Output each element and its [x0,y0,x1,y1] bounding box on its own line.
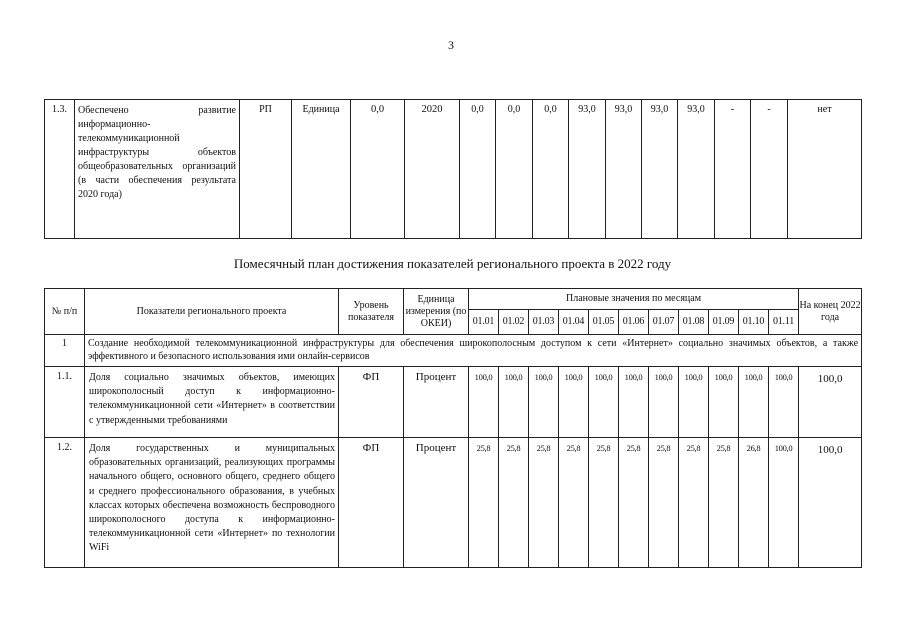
year-end-value: 100,0 [799,367,862,438]
month-header: 01.08 [679,310,709,335]
indicator-unit: Единица [292,100,351,239]
month-value: 25,8 [649,438,679,568]
month-value: 100,0 [469,367,499,438]
month-header: 01.09 [709,310,739,335]
result-cell: нет [788,100,862,239]
header-unit: Единица измерения (по ОКЕИ) [404,289,469,335]
table-row [45,367,862,438]
value-cell: 93,0 [606,100,642,239]
month-value: 100,0 [649,367,679,438]
month-header: 01.05 [589,310,619,335]
value-cell: 93,0 [642,100,678,239]
indicator-name: Обеспечено развитие информационно-телекоммуникационной инфраструктуры объектов общеобразовательных организаций (в части обеспечения результата 2020 года) [75,100,240,239]
header-num: № п/п [45,289,85,335]
base-value: 0,0 [351,100,405,239]
month-value: 26,8 [739,438,769,568]
month-value: 25,8 [499,438,529,568]
month-value: 100,0 [709,367,739,438]
base-year: 2020 [405,100,460,239]
month-header: 01.11 [769,310,799,335]
month-value: 25,8 [559,438,589,568]
table-heading: Помесячный план достижения показателей регионального проекта в 2022 году [233,256,672,271]
value-cell: 93,0 [569,100,606,239]
section-title: Создание необходимой телекоммуникационной инфраструктуры для обеспечения широкополосным доступом к сети «Интернет» социально значимых объектов, а также эффективного и безопасного использования ими онлайн-сервисов [85,335,862,367]
month-value: 100,0 [739,367,769,438]
month-header: 01.04 [559,310,589,335]
table-row [45,100,862,239]
month-header: 01.02 [499,310,529,335]
row-number: 1.3. [45,100,75,239]
value-cell: 93,0 [678,100,715,239]
month-header: 01.07 [649,310,679,335]
table-row [45,438,862,568]
month-value: 100,0 [619,367,649,438]
section-row [45,335,862,367]
monthly-plan-table [44,288,862,568]
page-number: 3 [448,38,454,52]
indicator-name: Доля государственных и муниципальных образовательных организаций, реализующих программы начального общего, основного общего, среднего общего и среднего профессионального образования, в учебных классах которых обеспечена возможность беспроводного широкополосного доступа к информационно-телекоммуникационной сети «Интернет» по технологии WiFi [85,438,339,568]
indicator-level: ФП [339,367,404,438]
indicator-unit: Процент [404,367,469,438]
indicator-level: РП [240,100,292,239]
header-indicators: Показатели регионального проекта [85,289,339,335]
indicator-level: ФП [339,438,404,568]
section-number: 1 [45,335,85,367]
value-cell: 0,0 [460,100,496,239]
row-number: 1.2. [45,438,85,568]
month-header: 01.06 [619,310,649,335]
header-end: На конец 2022 года [799,289,862,335]
month-value: 100,0 [499,367,529,438]
header-plan: Плановые значения по месяцам [469,289,799,310]
month-header: 01.10 [739,310,769,335]
header-row [45,289,862,310]
month-value: 100,0 [679,367,709,438]
month-header: 01.03 [529,310,559,335]
month-value: 25,8 [709,438,739,568]
month-header: 01.01 [469,310,499,335]
month-value: 100,0 [769,367,799,438]
month-value: 25,8 [589,438,619,568]
month-value: 25,8 [529,438,559,568]
month-value: 25,8 [469,438,499,568]
indicator-unit: Процент [404,438,469,568]
value-cell: - [751,100,788,239]
row-number: 1.1. [45,367,85,438]
month-value: 100,0 [559,367,589,438]
month-value: 100,0 [769,438,799,568]
month-value: 25,8 [679,438,709,568]
value-cell: 0,0 [496,100,533,239]
value-cell: - [715,100,751,239]
header-level: Уровень показателя [339,289,404,335]
year-end-value: 100,0 [799,438,862,568]
month-value: 100,0 [589,367,619,438]
value-cell: 0,0 [533,100,569,239]
month-value: 25,8 [619,438,649,568]
continuation-table [44,99,862,239]
month-value: 100,0 [529,367,559,438]
indicator-name: Доля социально значимых объектов, имеющих широкополосный доступ к информационно-телекоммуникационной сети «Интернет» в соответствии с утвержденными требованиями [85,367,339,438]
